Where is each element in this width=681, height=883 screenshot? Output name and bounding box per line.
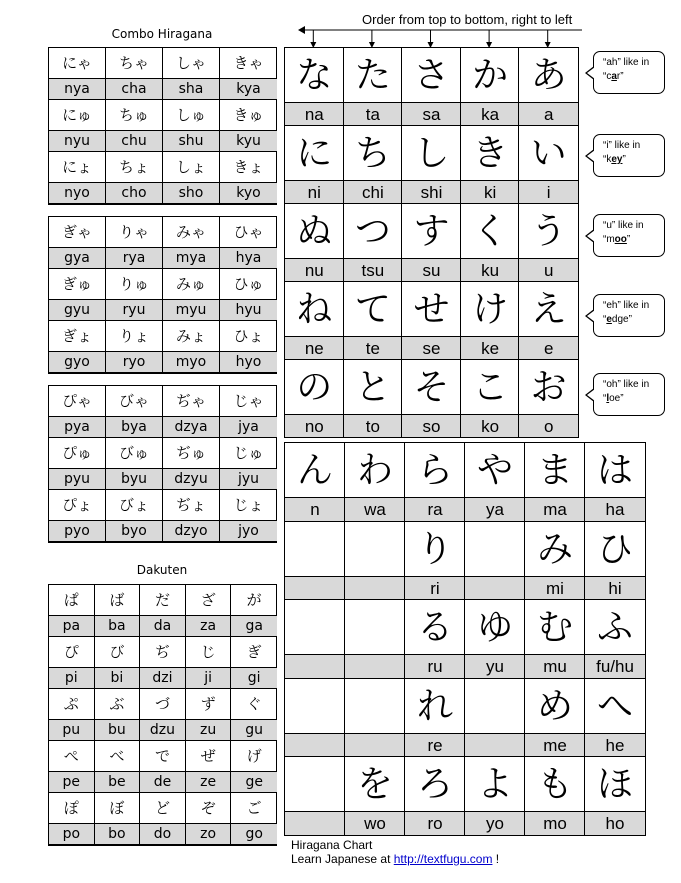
romaji-cell: su [401,259,461,282]
kana-cell: せ [401,282,461,337]
vowel-note-bubble [593,134,665,177]
kana-cell: ろ [404,757,465,812]
kana-cell: へ [584,679,645,734]
combo-romaji: shu [163,131,220,152]
kana-cell [284,522,345,577]
romaji-cell [284,812,345,836]
vowel-note-prefix: “m [603,234,615,245]
romaji-cell: a [518,103,578,126]
dakuten-romaji: pe [49,772,95,793]
dakuten-grid [48,584,277,846]
combo-kana: ひゃ [220,217,277,248]
dakuten-kana: ぱ [49,585,95,616]
dakuten-kana: ご [231,793,277,824]
romaji-cell: o [518,415,578,438]
vowel-note-line1: “oh” like in [603,379,650,390]
kana-cell [284,757,345,812]
romaji-cell: re [404,734,465,758]
vowel-note-line2 [603,153,664,167]
romaji-cell: i [518,181,578,204]
combo-kana: きゅ [220,100,277,131]
kana-cell: を [344,757,405,812]
combo-kana: きょ [220,152,277,183]
kana-cell: あ [518,48,578,103]
romaji-cell [464,577,525,601]
romaji-cell: ya [464,498,525,522]
dakuten-kana: が [231,585,277,616]
dakuten-title: Dakuten [136,563,188,577]
romaji-cell: ro [404,812,465,836]
kana-cell: う [518,204,578,259]
combo-kana: ちゅ [106,100,163,131]
combo-romaji: hya [220,248,277,269]
romaji-cell: mi [524,577,585,601]
vowel-note-suffix: ” [626,234,631,245]
kana-cell: り [404,522,465,577]
romaji-cell: ko [460,415,520,438]
kana-cell: む [524,600,585,655]
romaji-cell: shi [401,181,461,204]
vowel-note-key: a [611,71,617,82]
dakuten-romaji: bo [95,824,141,845]
combo-romaji: sha [163,79,220,100]
combo-kana: にゅ [49,100,106,131]
dakuten-romaji: gi [231,668,277,689]
romaji-cell [284,655,345,679]
romaji-cell: mo [524,812,585,836]
romaji-cell: te [343,337,403,360]
kana-cell [344,522,405,577]
romaji-cell: ta [343,103,403,126]
textfugu-link[interactable]: http://textfugu.com [393,852,493,866]
combo-romaji: hyu [220,300,277,321]
kana-cell: に [284,126,344,181]
dakuten-romaji: gu [231,720,277,741]
combo-romaji: nyu [49,131,106,152]
combo-romaji: cho [106,183,163,204]
romaji-cell: he [584,734,645,758]
dakuten-kana: じ [186,637,232,668]
kana-cell [464,522,525,577]
order-note: Order from top to bottom, right to left [362,12,573,27]
kana-cell: よ [464,757,525,812]
vowel-note-prefix: “ [603,393,607,404]
combo-kana: りゃ [106,217,163,248]
dakuten-romaji: dzi [140,668,186,689]
romaji-cell [344,577,405,601]
vowel-note-key: oo [614,234,627,245]
combo-kana: ぎょ [49,321,106,352]
dakuten-kana: ぜ [186,741,232,772]
romaji-cell: ha [584,498,645,522]
dakuten-kana: げ [231,741,277,772]
dakuten-kana: ぽ [49,793,95,824]
combo-romaji: kyu [220,131,277,152]
dakuten-romaji: zo [186,824,232,845]
dakuten-romaji: zu [186,720,232,741]
dakuten-kana: ぎ [231,637,277,668]
vowel-note-suffix: r” [616,71,624,82]
romaji-cell: wa [344,498,405,522]
dakuten-romaji: bi [95,668,141,689]
kana-cell: い [518,126,578,181]
combo-romaji: cha [106,79,163,100]
kana-cell: み [524,522,585,577]
combo-romaji: kyo [220,183,277,204]
combo-kana: しゃ [163,48,220,79]
combo-romaji: gyo [49,352,106,373]
combo-kana: りょ [106,321,163,352]
romaji-cell: me [524,734,585,758]
dakuten-romaji: ge [231,772,277,793]
dakuten-kana: ぐ [231,689,277,720]
dakuten-kana: ぴ [49,637,95,668]
combo-romaji: dzya [163,417,220,438]
combo-hiragana-title: Combo Hiragana [111,27,213,41]
romaji-cell: tsu [343,259,403,282]
dakuten-romaji: ze [186,772,232,793]
vowel-note-suffix: ” [622,154,626,165]
vowel-note-suffix: oe” [609,393,624,404]
dakuten-kana: で [140,741,186,772]
vowel-note-line2 [603,233,664,247]
combo-kana: ぎゅ [49,269,106,300]
kana-cell: と [343,360,403,415]
romaji-cell: hi [584,577,645,601]
kana-cell: す [401,204,461,259]
combo-romaji: jyu [220,469,277,490]
kana-cell: き [460,126,520,181]
combo-romaji: bya [106,417,163,438]
combo-kana: ぢゅ [163,438,220,469]
kana-cell: の [284,360,344,415]
vowel-note-line2 [603,313,664,327]
combo-kana: ぢゃ [163,386,220,417]
combo-romaji: jyo [220,521,277,542]
combo-romaji: mya [163,248,220,269]
vowel-note-key: ey [611,154,623,165]
romaji-cell: fu/hu [584,655,645,679]
romaji-cell: na [284,103,344,126]
kana-cell: く [460,204,520,259]
vowel-note-key: e [606,314,612,325]
combo-romaji: rya [106,248,163,269]
kana-cell [284,600,345,655]
combo-kana: にょ [49,152,106,183]
kana-cell: そ [401,360,461,415]
combo-romaji: byo [106,521,163,542]
vowel-note-prefix: “c [603,71,612,82]
combo-romaji: sho [163,183,220,204]
kana-cell: も [524,757,585,812]
combo-kana: ぴゃ [49,386,106,417]
combo-kana: じゅ [220,438,277,469]
romaji-cell: se [401,337,461,360]
romaji-cell [284,734,345,758]
combo-romaji: ryo [106,352,163,373]
romaji-cell: ri [404,577,465,601]
combo-romaji: jya [220,417,277,438]
combo-romaji: gya [49,248,106,269]
vowel-note-key: l [606,393,610,404]
combo-kana: じょ [220,490,277,521]
romaji-cell: to [343,415,403,438]
dakuten-romaji: po [49,824,95,845]
romaji-cell [284,577,345,601]
vowel-note-bubble [593,214,665,257]
kana-cell: ま [524,443,585,498]
combo-romaji: pyu [49,469,106,490]
romaji-cell: ku [460,259,520,282]
romaji-cell [344,734,405,758]
romaji-cell: yu [464,655,525,679]
kana-cell: る [404,600,465,655]
romaji-cell: yo [464,812,525,836]
combo-kana: しゅ [163,100,220,131]
kana-cell: は [584,443,645,498]
combo-kana: ちゃ [106,48,163,79]
dakuten-kana: ぢ [140,637,186,668]
combo-kana: ぴょ [49,490,106,521]
kana-cell: め [524,679,585,734]
combo-kana: みょ [163,321,220,352]
combo-romaji: gyu [49,300,106,321]
romaji-cell: wo [344,812,405,836]
combo-romaji: myo [163,352,220,373]
dakuten-romaji: pi [49,668,95,689]
combo-block-1 [48,47,277,205]
vowel-note-suffix: dge” [611,314,632,325]
bottom-grid [284,442,646,836]
kana-cell: こ [460,360,520,415]
kana-cell: か [460,48,520,103]
kana-cell: さ [401,48,461,103]
romaji-cell: n [284,498,345,522]
combo-kana: ぴゅ [49,438,106,469]
dakuten-romaji: da [140,616,186,637]
dakuten-kana: ぶ [95,689,141,720]
combo-romaji: nyo [49,183,106,204]
top-grid [284,47,579,438]
kana-cell: お [518,360,578,415]
dakuten-romaji: pu [49,720,95,741]
kana-cell: れ [404,679,465,734]
dakuten-romaji: pa [49,616,95,637]
romaji-cell: ki [460,181,520,204]
romaji-cell: ho [584,812,645,836]
combo-romaji: dzyu [163,469,220,490]
vowel-note-line2 [603,392,664,406]
combo-kana: ぎゃ [49,217,106,248]
combo-kana: びゅ [106,438,163,469]
combo-romaji: kya [220,79,277,100]
combo-romaji: chu [106,131,163,152]
kana-cell: た [343,48,403,103]
romaji-cell: nu [284,259,344,282]
kana-cell: え [518,282,578,337]
dakuten-kana: ば [95,585,141,616]
combo-kana: りゅ [106,269,163,300]
combo-romaji: nya [49,79,106,100]
romaji-cell: ra [404,498,465,522]
kana-cell: け [460,282,520,337]
kana-cell: な [284,48,344,103]
dakuten-kana: だ [140,585,186,616]
kana-cell: ほ [584,757,645,812]
kana-cell: ん [284,443,345,498]
combo-kana: ひょ [220,321,277,352]
vowel-note-bubble [593,51,665,94]
kana-cell [344,600,405,655]
combo-romaji: hyo [220,352,277,373]
combo-kana: ぢょ [163,490,220,521]
kana-cell: ゆ [464,600,525,655]
kana-cell [344,679,405,734]
dakuten-romaji: ba [95,616,141,637]
kana-cell: し [401,126,461,181]
dakuten-kana: ぺ [49,741,95,772]
dakuten-kana: ど [140,793,186,824]
dakuten-kana: び [95,637,141,668]
romaji-cell: no [284,415,344,438]
kana-cell: ふ [584,600,645,655]
footer [291,838,499,866]
dakuten-kana: ぼ [95,793,141,824]
combo-kana: びょ [106,490,163,521]
dakuten-kana: づ [140,689,186,720]
vowel-note-line1: “ah” like in [603,57,650,68]
dakuten-romaji: be [95,772,141,793]
vowel-note-bubble [593,373,665,416]
footer-line2: Learn Japanese at http://textfugu.com ! [291,852,500,866]
combo-block-3 [48,385,277,543]
dakuten-romaji: dzu [140,720,186,741]
combo-kana: じゃ [220,386,277,417]
combo-kana: きゃ [220,48,277,79]
vowel-note-prefix: “k [603,154,612,165]
combo-romaji: ryu [106,300,163,321]
romaji-cell [464,734,525,758]
kana-cell: て [343,282,403,337]
kana-cell: ね [284,282,344,337]
combo-kana: ちょ [106,152,163,183]
dakuten-kana: ぞ [186,793,232,824]
romaji-cell: ru [404,655,465,679]
kana-cell: や [464,443,525,498]
vowel-note-prefix: “ [603,314,607,325]
dakuten-romaji: de [140,772,186,793]
vowel-note-bubble [593,294,665,337]
vowel-note-line1: “u” like in [603,220,644,231]
vowel-note-line2 [603,70,664,84]
combo-romaji: pyo [49,521,106,542]
kana-cell: ぬ [284,204,344,259]
kana-cell: ら [404,443,465,498]
romaji-cell: chi [343,181,403,204]
dakuten-romaji: do [140,824,186,845]
combo-kana: ひゅ [220,269,277,300]
dakuten-kana: ざ [186,585,232,616]
romaji-cell: sa [401,103,461,126]
romaji-cell: u [518,259,578,282]
romaji-cell: mu [524,655,585,679]
romaji-cell: ne [284,337,344,360]
combo-romaji: myu [163,300,220,321]
dakuten-romaji: go [231,824,277,845]
kana-cell: ひ [584,522,645,577]
kana-cell [464,679,525,734]
combo-kana: みゃ [163,217,220,248]
combo-kana: びゃ [106,386,163,417]
romaji-cell: e [518,337,578,360]
kana-cell: ち [343,126,403,181]
vowel-note-line1: “eh” like in [603,300,650,311]
dakuten-romaji: bu [95,720,141,741]
dakuten-kana: ぷ [49,689,95,720]
combo-kana: みゅ [163,269,220,300]
dakuten-kana: べ [95,741,141,772]
vowel-note-line1: “i” like in [603,140,641,151]
combo-kana: にゃ [49,48,106,79]
kana-cell [284,679,345,734]
dakuten-romaji: ga [231,616,277,637]
kana-cell: つ [343,204,403,259]
romaji-cell: ke [460,337,520,360]
dakuten-romaji: ji [186,668,232,689]
dakuten-kana: ず [186,689,232,720]
combo-romaji: byu [106,469,163,490]
kana-cell: わ [344,443,405,498]
romaji-cell: ni [284,181,344,204]
romaji-cell: ka [460,103,520,126]
romaji-cell: ma [524,498,585,522]
dakuten-romaji: za [186,616,232,637]
footer-title: Hiragana Chart [291,838,373,852]
romaji-cell [344,655,405,679]
combo-block-2 [48,216,277,374]
combo-romaji: dzyo [163,521,220,542]
combo-romaji: pya [49,417,106,438]
combo-kana: しょ [163,152,220,183]
romaji-cell: so [401,415,461,438]
